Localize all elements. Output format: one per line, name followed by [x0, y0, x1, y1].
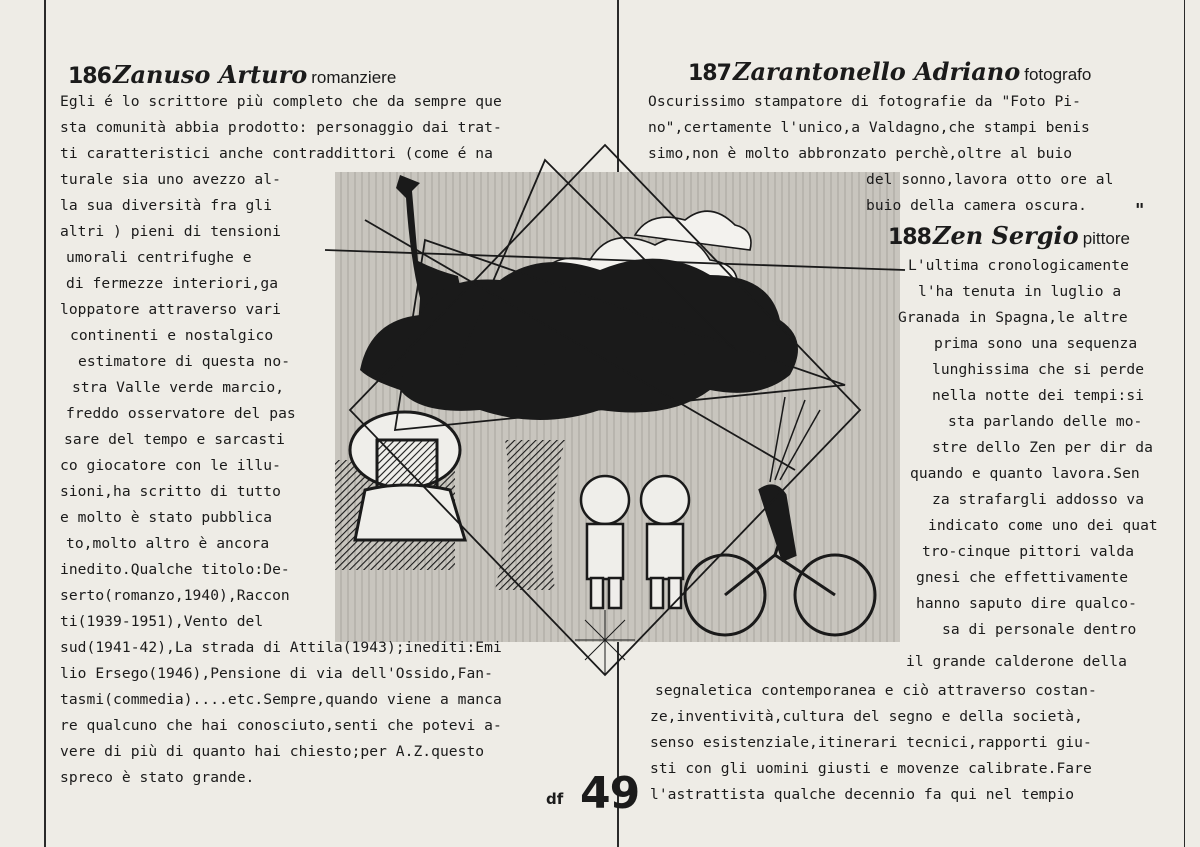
text-line: e molto è stato pubblica	[60, 509, 273, 526]
text-line: estimatore di questa no-	[78, 353, 291, 370]
text-line: ti(1939-1951),Vento del	[60, 613, 264, 630]
text-line: ze,inventività,cultura del segno e della società,	[650, 708, 1083, 725]
text-line: buio della camera oscura.	[866, 197, 1087, 214]
entry-name: Zen Sergio	[932, 221, 1079, 250]
text-line: prima sono una sequenza	[934, 335, 1138, 352]
text-line: gnesi che effettivamente	[916, 569, 1129, 586]
text-line: spreco è stato grande.	[60, 769, 255, 786]
text-line: hanno saputo dire qualco-	[916, 595, 1137, 612]
left-margin-rule	[44, 0, 46, 847]
text-line: simo,non è molto abbronzato perchè,oltre al buio	[648, 145, 1073, 162]
closing-quote-mark: "	[1135, 200, 1145, 221]
text-line: del sonno,lavora otto ore al	[866, 171, 1114, 188]
text-line: il grande calderone della	[906, 653, 1127, 670]
text-line: L'ultima cronologicamente	[908, 257, 1129, 274]
text-line: stra Valle verde marcio,	[72, 379, 285, 396]
text-line: Egli é lo scrittore più completo che da sempre que	[60, 93, 502, 110]
entry-188-heading	[888, 221, 1130, 250]
text-line: di fermezze interiori,ga	[66, 275, 279, 292]
text-line: sa di personale dentro	[942, 621, 1137, 638]
entry-name: Zarantonello Adriano	[732, 57, 1021, 86]
entry-187-heading	[688, 57, 1092, 86]
text-line: Granada in Spagna,le altre	[898, 309, 1128, 326]
text-line: umorali centrifughe e	[66, 249, 252, 266]
text-line: tro-cinque pittori valda	[922, 543, 1135, 560]
text-line: ti caratteristici anche contraddittori (come é na	[60, 145, 493, 162]
footer-initials: df	[546, 790, 564, 808]
entry-186-heading	[68, 60, 397, 89]
text-line: co giocatore con le illu-	[60, 457, 281, 474]
entry-number: 187	[688, 61, 731, 86]
text-line: no",certamente l'unico,a Valdagno,che stampi benis	[648, 119, 1090, 136]
text-line: freddo osservatore del pas	[66, 405, 296, 422]
text-line: inedito.Qualche titolo:De-	[60, 561, 290, 578]
text-line: segnaletica contemporanea e ciò attraverso costan-	[655, 682, 1097, 699]
text-line: lunghissima che si perde	[932, 361, 1145, 378]
text-line: sare del tempo e sarcasti	[64, 431, 285, 448]
text-line: altri ) pieni di tensioni	[60, 223, 281, 240]
collage-illustration	[305, 140, 925, 680]
text-line: sta comunità abbia prodotto: personaggio dai trat-	[60, 119, 502, 136]
text-line: turale sia uno avezzo al-	[60, 171, 281, 188]
entry-role: pittore	[1082, 229, 1130, 248]
text-line: to,molto altro è ancora	[66, 535, 270, 552]
text-line: loppatore attraverso vari	[60, 301, 281, 318]
entry-role: romanziere	[311, 68, 397, 87]
text-line: indicato come uno dei quat	[928, 517, 1158, 534]
text-line: continenti e nostalgico	[70, 327, 274, 344]
text-line: stre dello Zen per dir da	[932, 439, 1153, 456]
text-line: tasmi(commedia)....etc.Sempre,quando viene a manca	[60, 691, 502, 708]
text-line: l'astrattista qualche decennio fa qui nel tempio	[650, 786, 1075, 803]
entry-name: Zanuso Arturo	[112, 60, 308, 89]
text-line: sta parlando delle mo-	[948, 413, 1143, 430]
text-line: la sua diversità fra gli	[60, 197, 273, 214]
text-line: za strafargli addosso va	[932, 491, 1145, 508]
text-line: re qualcuno che hai conosciuto,senti che potevi a-	[60, 717, 502, 734]
entry-number: 188	[888, 225, 931, 250]
text-line: sioni,ha scritto di tutto	[60, 483, 281, 500]
page-number: 49	[580, 768, 640, 819]
text-line: nella notte dei tempi:si	[932, 387, 1145, 404]
right-margin-rule	[1184, 0, 1185, 847]
text-line: lio Ersego(1946),Pensione di via dell'Ossido,Fan-	[60, 665, 493, 682]
entry-number: 186	[68, 64, 111, 89]
text-line: serto(romanzo,1940),Raccon	[60, 587, 290, 604]
entry-role: fotografo	[1024, 65, 1092, 84]
text-line: vere di più di quanto hai chiesto;per A.Z.questo	[60, 743, 485, 760]
text-line: l'ha tenuta in luglio a	[918, 283, 1122, 300]
text-line: senso esistenziale,itinerari tecnici,rapporti giu-	[650, 734, 1092, 751]
text-line: quando e quanto lavora.Sen	[910, 465, 1140, 482]
text-line: Oscurissimo stampatore di fotografie da "Foto Pi-	[648, 93, 1081, 110]
text-line: sti con gli uomini giusti e movenze calibrate.Fare	[650, 760, 1092, 777]
text-line: sud(1941-42),La strada di Attila(1943);inediti:Emi	[60, 639, 502, 656]
